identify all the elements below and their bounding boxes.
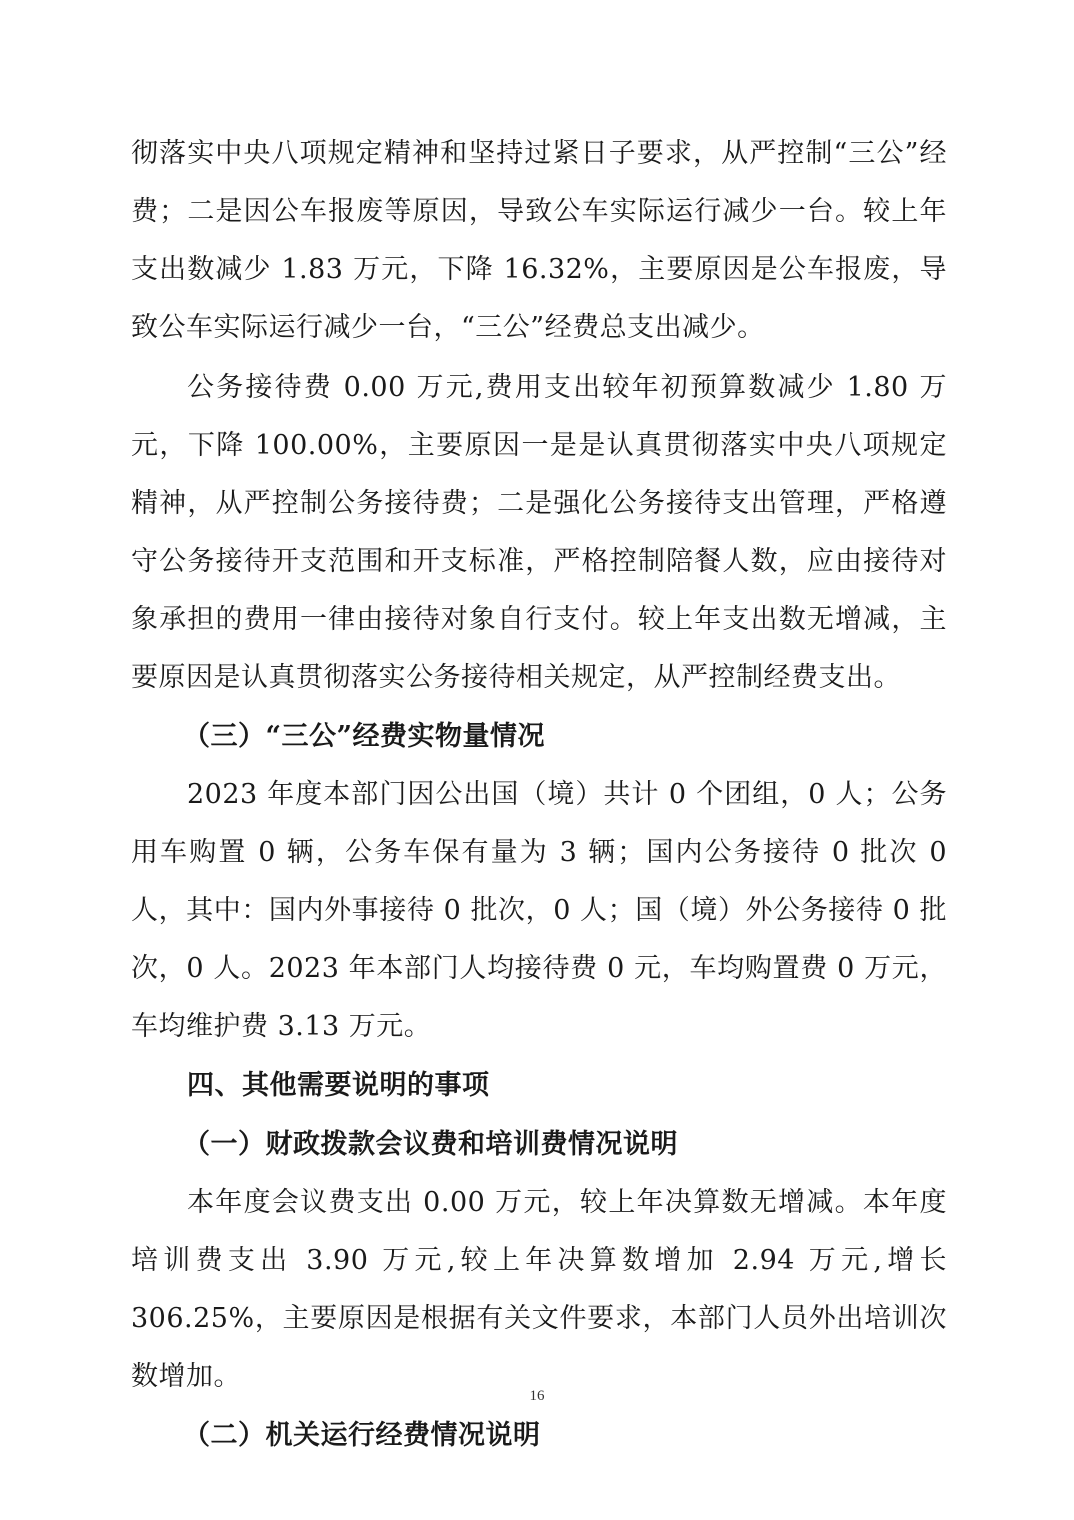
paragraph-reception-expense: 公务接待费 0.00 万元,费用支出较年初预算数减少 1.80 万元，下降 100.00%，主要原因一是是认真贯彻落实中央八项规定精神，从严控制公务接待费；二是强化公务接待支出管理，严格遵守公务接待开支范围和开支标准，严格控制陪餐人数，应由接待对象承担的费用一律由接待对象自行支付。较上年支出数无增减，主要原因是认真贯彻落实公务接待相关规定，从严控制经费支出。: [131, 372, 947, 693]
paragraph-meeting-training-fees: 本年度会议费支出 0.00 万元，较上年决算数无增减。本年度培训费支出 3.90 万元,较上年决算数增加 2.94 万元,增长 306.25%，主要原因是根据有关文件要求，本部门人员外出培训次数增加。: [131, 1187, 947, 1392]
page-number: 16: [529, 1388, 545, 1404]
heading-meeting-training-fees: （一）财政拨款会议费和培训费情况说明: [183, 1129, 678, 1160]
document-page: [131, 125, 947, 1465]
heading-other-matters: 四、其他需要说明的事项: [187, 1070, 490, 1101]
heading-physical-quantity: （三）“三公”经费实物量情况: [183, 721, 546, 752]
paragraph-physical-quantity: 2023 年度本部门因公出国（境）共计 0 个团组，0 人；公务用车购置 0 辆，公务车保有量为 3 辆；国内公务接待 0 批次 0 人，其中：国内外事接待 0 批次，0 人；国（境）外公务接待 0 批次，0 人。2023 年本部门人均接待费 0 元，车均购置费 0 万元，车均维护费 3.13 万元。: [131, 779, 947, 1042]
heading-operating-expenses: （二）机关运行经费情况说明: [183, 1420, 541, 1451]
paragraph-three-public-expense-reasons: 彻落实中央八项规定精神和坚持过紧日子要求，从严控制“三公”经费；二是因公车报废等原因，导致公车实际运行减少一台。较上年支出数减少 1.83 万元，下降 16.32%，主要原因是公车报废，导致公车实际运行减少一台，“三公”经费总支出减少。: [131, 138, 947, 343]
